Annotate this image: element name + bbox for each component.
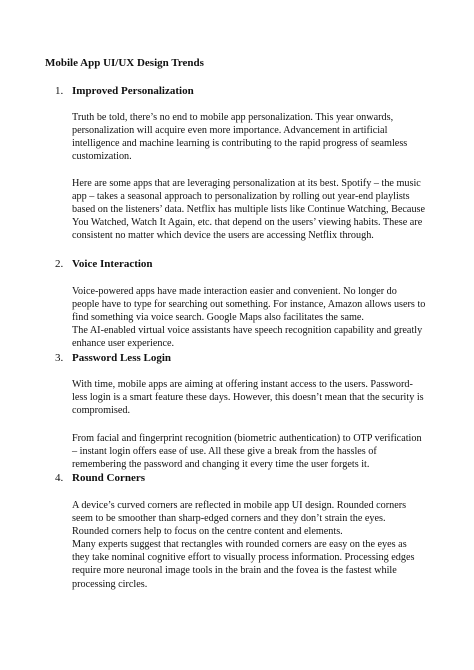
text-line: seem to be smoother than sharp-edged corners and they don’t strain the eyes. [72, 513, 386, 525]
section-number: 1. [55, 85, 64, 97]
text-line: remembering the password and changing it every time the user forgets it. [72, 459, 370, 471]
paragraph-password-less-details [72, 432, 452, 471]
text-line: Here are some apps that are leveraging personalization at its best. Spotify – the music [72, 178, 421, 189]
text-line: enhance user experience. [72, 338, 175, 350]
text-line: Voice-powered apps have made interaction easier and convenient. No longer do [72, 286, 397, 297]
section-title: Improved Personalization [72, 85, 194, 97]
paragraph-personalization-intro [72, 111, 452, 163]
paragraph-round-corners [72, 499, 452, 591]
text-line: Truth be told, there’s no end to mobile app personalization. This year onwards, [72, 112, 394, 123]
text-line: require more neuronal image tools in the brain and the fovea is the fastest while [72, 565, 397, 577]
text-line: processing circles. [72, 578, 148, 590]
section-title: Voice Interaction [72, 258, 153, 270]
text-line: compromised. [72, 405, 131, 417]
section-title: Round Corners [72, 472, 146, 484]
section-title: Password Less Login [72, 352, 172, 364]
text-line: based on the listeners’ data. Netflix has multiple lists like Continue Watching, Because [72, 204, 426, 216]
text-line: A device’s curved corners are reflected in mobile app UI design. Rounded corners [72, 500, 407, 511]
section-heading-password-less [55, 351, 171, 365]
text-line: consistent no matter which device the users are accessing Netflix through. [72, 230, 374, 242]
section-heading-voice [55, 257, 153, 271]
section-heading-round-corners [55, 471, 145, 485]
paragraph-voice [72, 285, 452, 350]
text-line: they take nominal cognitive effort to visually process information. Processing edges [72, 552, 415, 564]
text-line: customization. [72, 151, 132, 163]
text-line: personalization will acquire even more importance. Advancement in artificial [72, 125, 388, 137]
text-line: You Watched, Watch It Again, etc. that depend on the users’ viewing habits. These are [72, 217, 423, 229]
text-line: Rounded corners help to focus on the centre content and elements. [72, 526, 343, 538]
text-line: less login is a smart feature these days. However, this doesn’t mean that the security is [72, 392, 424, 404]
paragraph-personalization-examples [72, 177, 452, 242]
document-title: Mobile App UI/UX Design Trends [45, 57, 204, 69]
text-line: With time, mobile apps are aiming at offering instant access to the users. Password- [72, 379, 413, 390]
text-line: Many experts suggest that rectangles with rounded corners are easy on the eyes as [72, 539, 407, 551]
section-number: 3. [55, 352, 64, 364]
text-line: people have to type for searching out something. For instance, Amazon allows users to [72, 299, 426, 311]
text-line: From facial and fingerprint recognition (biometric authentication) to OTP verification [72, 433, 422, 444]
text-line: intelligence and machine learning is contributing to the rapid progress of seamless [72, 138, 408, 150]
paragraph-password-less-intro [72, 378, 452, 417]
text-line: – instant login offers ease of use. All these give a break from the hassles of [72, 446, 377, 458]
text-line: The AI-enabled virtual voice assistants have speech recognition capability and greatly [72, 325, 423, 337]
text-line: find something via voice search. Google Maps also facilitates the same. [72, 312, 364, 324]
text-line: app – takes a seasonal approach to personalization by rolling out year-end playlists [72, 191, 410, 203]
section-heading-personalization [55, 84, 194, 98]
section-number: 4. [55, 472, 64, 484]
section-number: 2. [55, 258, 64, 270]
